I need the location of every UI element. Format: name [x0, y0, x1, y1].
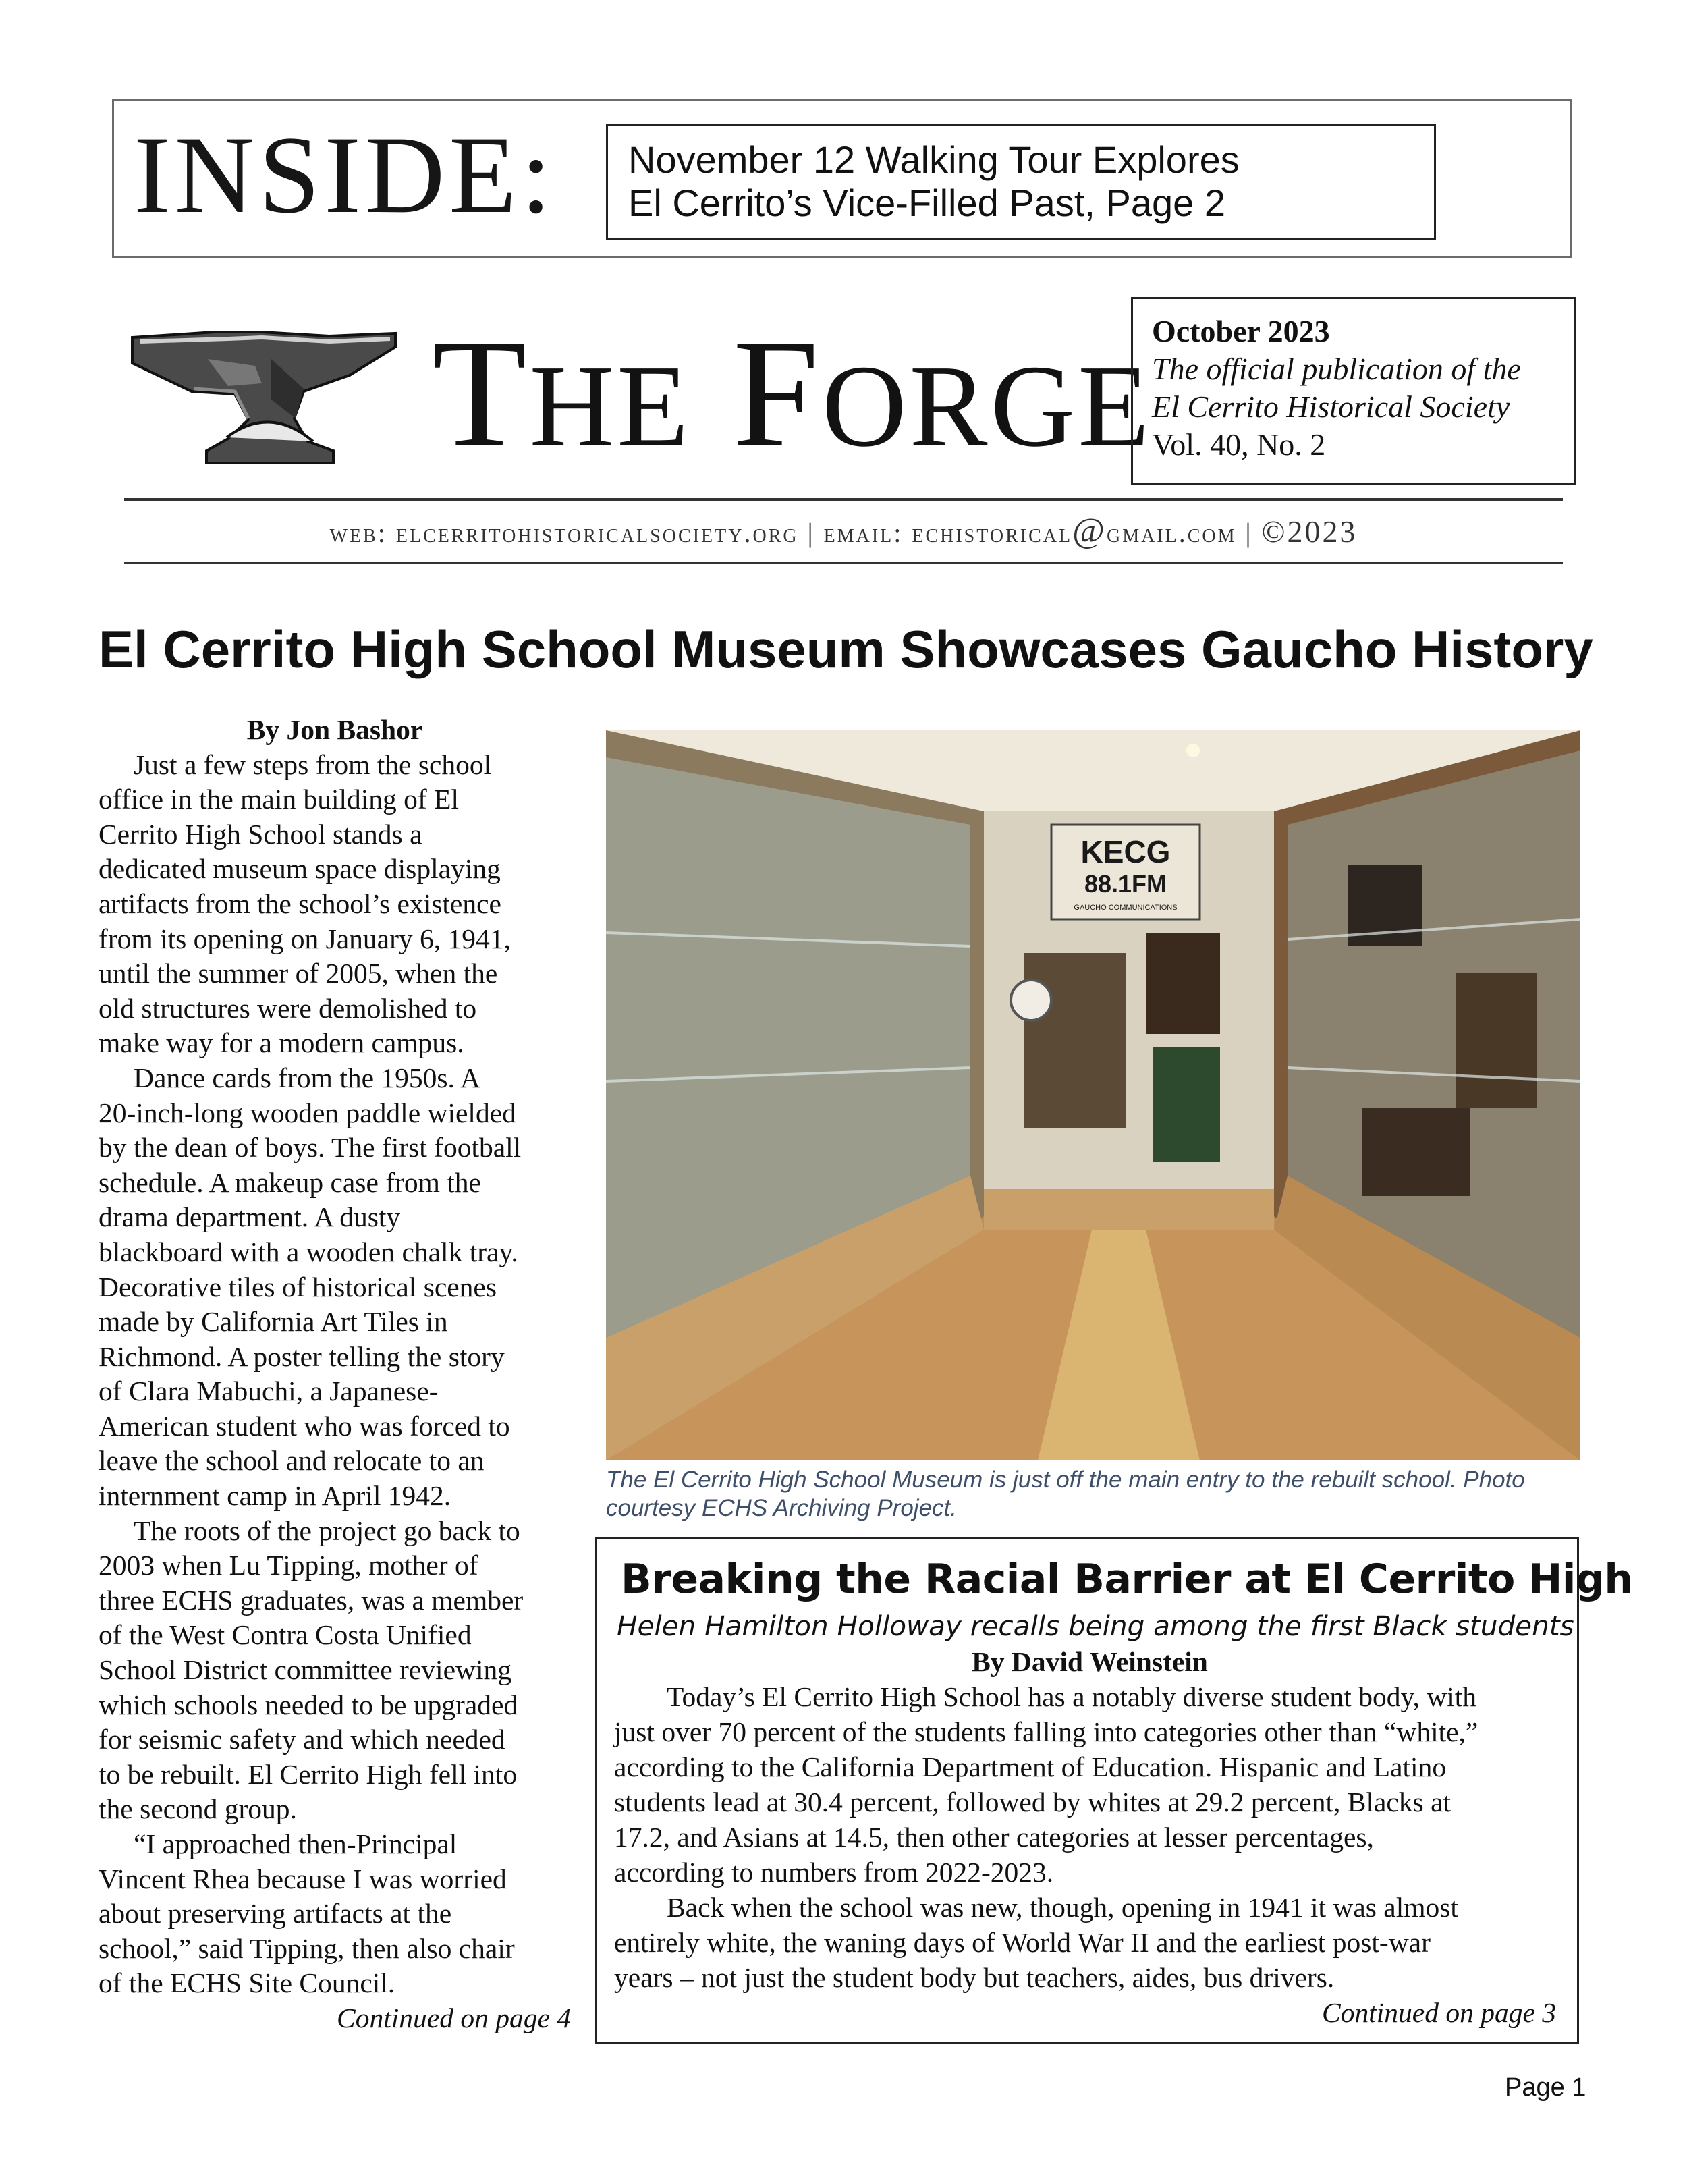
photo-caption: The El Cerrito High School Museum is just off the main entry to the rebuilt school. Photo courtesy ECHS Archiving Project.	[606, 1467, 1525, 1521]
text-line: make way for a modern campus.	[99, 1027, 464, 1059]
text-line: Today’s El Cerrito High School has a notably diverse student body, with	[667, 1681, 1477, 1712]
publication-line: El Cerrito Historical Society	[1152, 389, 1510, 424]
text-line: blackboard with a wooden chalk tray.	[99, 1236, 518, 1267]
text-line: leave the school and relocate to an	[99, 1445, 485, 1477]
email-domain: gmail.com	[1106, 518, 1237, 548]
text-line: years – not just the student body but teachers, aides, bus drivers.	[614, 1962, 1335, 1993]
text-line: students lead at 30.4 percent, followed by whites at 29.2 percent, Blacks at	[614, 1786, 1451, 1818]
sign-text: GAUCHO COMMUNICATIONS	[1074, 904, 1178, 912]
masthead-rule-top	[124, 498, 1563, 501]
byline: By Jon Bashor	[246, 714, 423, 745]
text-line: to be rebuilt. El Cerrito High fell into	[99, 1758, 518, 1790]
text-line: made by California Art Tiles in	[99, 1306, 448, 1338]
email-label: email:	[823, 518, 904, 548]
text-line: from its opening on January 6, 1941,	[99, 923, 511, 954]
text-line: “I approached then-Principal	[134, 1828, 458, 1859]
web-link[interactable]: elcerritohistoricalsociety.org	[395, 518, 799, 548]
inside-teaser-line: El Cerrito’s Vice-Filled Past, Page 2	[628, 182, 1225, 224]
web-label: web:	[329, 518, 387, 548]
issue-date: October 2023	[1152, 314, 1330, 348]
text-line: office in the main building of El	[99, 784, 460, 815]
text-line: 17.2, and Asians at 14.5, then other categories at lesser percentages,	[614, 1822, 1374, 1853]
text-line: 20-inch-long wooden paddle wielded	[99, 1097, 516, 1128]
text-line: which schools needed to be upgraded	[99, 1689, 518, 1720]
publication-line: The official publication of the	[1152, 352, 1521, 386]
text-line: internment camp in April 1942.	[99, 1480, 451, 1512]
text-line: Cerrito High School stands a	[99, 818, 422, 850]
separator: |	[807, 518, 815, 548]
text-line: entirely white, the waning days of World War II and the earliest post-war	[614, 1927, 1431, 1958]
paragraph	[99, 1061, 571, 1514]
text-line: by the dean of boys. The first football	[99, 1132, 522, 1164]
email-user: echistorical	[912, 518, 1073, 548]
continued-link[interactable]: Continued on page 4	[337, 2002, 571, 2033]
lead-headline: El Cerrito High School Museum Showcases Gaucho History	[99, 620, 1593, 679]
masthead-rule-bottom	[124, 562, 1563, 564]
inside-label: INSIDE:	[134, 114, 556, 236]
lead-article-body	[99, 713, 571, 2036]
second-article-subhead: Helen Hamilton Holloway recalls being among the first Black students	[617, 1610, 1574, 1642]
sign-text: KECG	[1080, 834, 1171, 869]
text-line: for seismic safety and which needed	[99, 1724, 505, 1755]
title-letter: T	[432, 307, 530, 479]
text-line: artifacts from the school’s existence	[99, 888, 501, 919]
text-line: according to the California Department of Education. Hispanic and Latino	[614, 1751, 1447, 1782]
contact-line	[124, 508, 1563, 557]
museum-photo	[606, 730, 1580, 1460]
text-line: three ECHS graduates, was a member	[99, 1584, 524, 1616]
sign-text: 88.1FM	[1084, 870, 1167, 898]
inside-teaser-line: November 12 Walking Tour Explores	[628, 138, 1240, 181]
email-link[interactable]	[912, 512, 1237, 550]
text-line: Decorative tiles of historical scenes	[99, 1271, 497, 1303]
separator: |	[1245, 518, 1253, 548]
text-line: School District committee reviewing	[99, 1654, 511, 1686]
museum-photo-illustration	[606, 730, 1580, 1460]
text-line: the second group.	[99, 1793, 297, 1825]
volume-number: Vol. 40, No. 2	[1152, 427, 1326, 462]
inside-teaser-box[interactable]	[606, 124, 1436, 240]
paragraph	[99, 748, 571, 1061]
text-line: Back when the school was new, though, opening in 1941 it was almost	[667, 1892, 1458, 1923]
at-sign: @	[1072, 512, 1107, 550]
text-line: of the West Contra Costa Unified	[99, 1619, 472, 1651]
text-line: school,” said Tipping, then also chair	[99, 1932, 515, 1964]
text-line: Vincent Rhea because I was worried	[99, 1863, 507, 1894]
text-line: American student who was forced to	[99, 1410, 510, 1442]
anvil-icon	[127, 319, 404, 467]
text-line: old structures were demolished to	[99, 992, 477, 1024]
issue-info-box	[1131, 297, 1576, 485]
continued-link[interactable]: Continued on page 3	[1322, 1997, 1556, 2028]
text-line: Dance cards from the 1950s. A	[134, 1062, 480, 1093]
second-article-body	[614, 1644, 1566, 2030]
text-line: Richmond. A poster telling the story	[99, 1340, 505, 1372]
copyright: ©2023	[1261, 514, 1358, 549]
paragraph	[99, 1827, 571, 2001]
text-line: The roots of the project go back to	[134, 1514, 520, 1546]
page-number: Page 1	[1505, 2073, 1586, 2102]
publication-title	[432, 307, 1153, 479]
text-line: just over 70 percent of the students falling into categories other than “white,”	[614, 1716, 1478, 1747]
text-line: until the summer of 2005, when the	[99, 958, 498, 989]
title-letters: ORGE	[821, 341, 1153, 471]
text-line: drama department. A dusty	[99, 1201, 401, 1233]
text-line: according to numbers from 2022-2023.	[614, 1857, 1054, 1888]
paragraph	[614, 1890, 1566, 1995]
text-line: dedicated museum space displaying	[99, 853, 501, 885]
text-line: Just a few steps from the school	[134, 748, 492, 780]
text-line: 2003 when Lu Tipping, mother of	[99, 1550, 478, 1581]
byline: By David Weinstein	[972, 1646, 1208, 1677]
paragraph	[614, 1679, 1566, 1890]
text-line: schedule. A makeup case from the	[99, 1166, 481, 1198]
text-line: about preserving artifacts at the	[99, 1898, 452, 1930]
text-line: of the ECHS Site Council.	[99, 1967, 395, 1999]
second-article-headline: Breaking the Racial Barrier at El Cerrito High	[621, 1556, 1633, 1603]
paragraph	[99, 1514, 571, 1827]
title-letter: F	[732, 307, 822, 479]
title-letters: HE	[529, 341, 692, 471]
text-line: of Clara Mabuchi, a Japanese-	[99, 1375, 439, 1407]
